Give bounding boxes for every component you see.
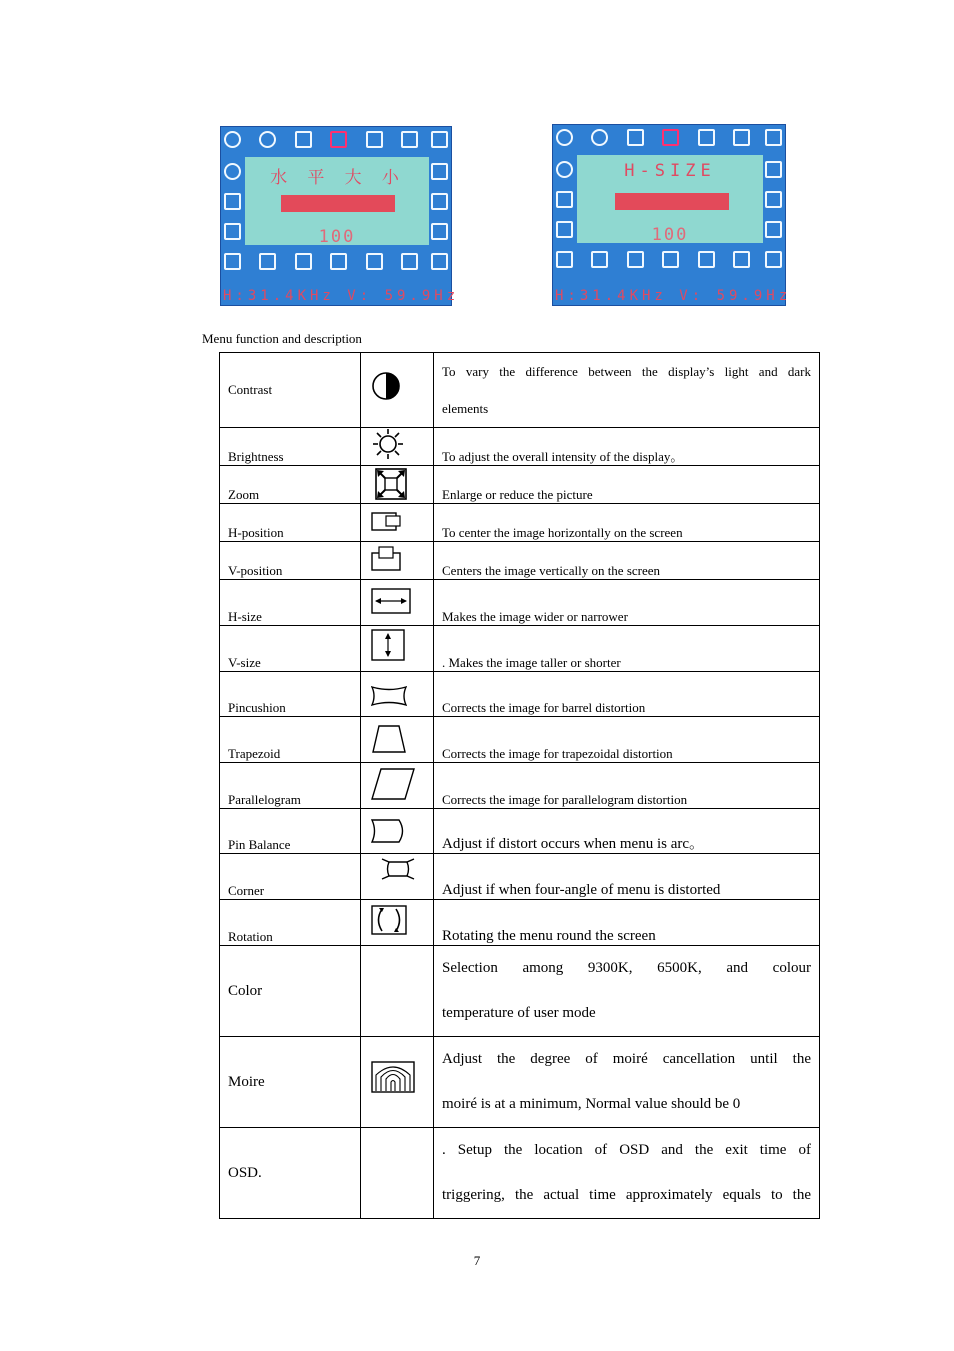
degauss-icon: [662, 251, 679, 268]
v-position-icon: [371, 545, 403, 571]
osd-icon: [556, 191, 573, 208]
osd-panel: [245, 157, 429, 245]
function-description: Adjust if when four-angle of menu is distorted: [434, 854, 820, 900]
table-row: [220, 1128, 820, 1219]
table-row: [220, 626, 820, 672]
icon-cell: [361, 809, 434, 854]
osd-frequency: H:31.4KHz V: 59.9Hz: [555, 288, 792, 304]
table-caption: Menu function and description: [202, 331, 362, 346]
icon-cell: [361, 353, 434, 428]
function-description: Centers the image vertically on the screen: [434, 542, 820, 580]
recall-icon: [224, 253, 241, 270]
icon-cell: [361, 1037, 434, 1128]
function-name: V-position: [220, 542, 361, 580]
table-row: [220, 542, 820, 580]
h-size-icon: [371, 588, 411, 614]
h-size-icon: [330, 131, 347, 148]
icon-cell: [361, 626, 434, 672]
table-row: [220, 854, 820, 900]
exit-icon: [765, 129, 782, 146]
rotation-icon: [366, 253, 383, 270]
function-name: Corner: [220, 854, 361, 900]
function-name: Parallelogram: [220, 763, 361, 809]
function-description: Enlarge or reduce the picture: [434, 466, 820, 504]
function-name: Trapezoid: [220, 717, 361, 763]
table-row: [220, 1037, 820, 1128]
function-description: Selection among 9300K, 6500K, and colour temperature of user mode: [434, 946, 820, 1037]
degauss-icon: [330, 253, 347, 270]
trapezoid-icon: [371, 725, 407, 753]
color-icon: [556, 161, 573, 178]
pincushion-icon: [765, 161, 782, 178]
function-description: To vary the difference between the display’s light and dark elements: [434, 353, 820, 428]
trapezoid-icon: [431, 193, 448, 210]
function-description: Makes the image wider or narrower: [434, 580, 820, 626]
zoom-icon: [627, 129, 644, 146]
icon-cell: [361, 466, 434, 504]
v-size-icon: [371, 629, 405, 661]
pin-balance-icon: [765, 251, 782, 268]
osd-screenshot-chinese: [220, 126, 460, 306]
language-icon: [556, 221, 573, 238]
function-name: Moire: [220, 1037, 361, 1128]
language-icon: [224, 223, 241, 240]
osd-frequency: H:31.4KHz V: 59.9Hz: [223, 288, 460, 304]
icon-cell: [361, 717, 434, 763]
v-position-icon: [591, 251, 608, 268]
contrast-icon: [371, 371, 401, 401]
icon-cell: [361, 763, 434, 809]
v-size-icon: [733, 129, 750, 146]
osd-screenshot-english: [552, 124, 792, 306]
function-name: Brightness: [220, 428, 361, 466]
color-icon: [224, 163, 241, 180]
function-name: H-position: [220, 504, 361, 542]
table-row: [220, 672, 820, 717]
icon-cell: [361, 672, 434, 717]
osd-title: 水 平 大 小: [270, 168, 404, 188]
function-description: Rotating the menu round the screen: [434, 900, 820, 946]
function-description: Corrects the image for barrel distortion: [434, 672, 820, 717]
table-row: [220, 809, 820, 854]
pincushion-icon: [431, 163, 448, 180]
menu-function-table: [219, 352, 820, 1219]
function-name: Color: [220, 946, 361, 1037]
function-description: Corrects the image for parallelogram distortion: [434, 763, 820, 809]
icon-cell: [361, 900, 434, 946]
contrast-icon: [259, 131, 276, 148]
h-position-icon: [366, 131, 383, 148]
icon-cell: [361, 542, 434, 580]
table-row: [220, 504, 820, 542]
zoom-icon: [295, 131, 312, 148]
icon-cell: [361, 1128, 434, 1219]
table-row: [220, 580, 820, 626]
h-position-icon: [698, 129, 715, 146]
icon-cell: [361, 504, 434, 542]
icon-cell: [361, 580, 434, 626]
function-name: Zoom: [220, 466, 361, 504]
icon-cell: [361, 428, 434, 466]
icon-cell: [361, 854, 434, 900]
table-row: [220, 466, 820, 504]
moire-icon: [371, 1061, 415, 1093]
pin-balance-icon: [431, 253, 448, 270]
function-name: H-size: [220, 580, 361, 626]
moire-icon: [627, 251, 644, 268]
recall-icon: [556, 251, 573, 268]
function-name: Pin Balance: [220, 809, 361, 854]
page-number: 7: [473, 1253, 481, 1268]
function-name: V-size: [220, 626, 361, 672]
h-size-icon: [662, 129, 679, 146]
osd-value: 100: [318, 227, 356, 247]
function-description: . Setup the location of OSD and the exit time of triggering, the actual time approximately equals to the: [434, 1128, 820, 1219]
function-name: Pincushion: [220, 672, 361, 717]
zoom-icon: [375, 468, 407, 500]
function-description: To center the image horizontally on the screen: [434, 504, 820, 542]
function-name: OSD.: [220, 1128, 361, 1219]
table-row: [220, 353, 820, 428]
icon-cell: [361, 946, 434, 1037]
function-description: Corrects the image for trapezoidal distortion: [434, 717, 820, 763]
brightness-icon: [371, 428, 405, 460]
function-description: Adjust if distort occurs when menu is arc。: [434, 809, 820, 854]
trapezoid-icon: [765, 191, 782, 208]
v-position-icon: [259, 253, 276, 270]
table-row: [220, 428, 820, 466]
osd-icon: [224, 193, 241, 210]
pin-balance-icon: [371, 819, 407, 843]
parallelogram-icon: [765, 221, 782, 238]
osd-slider-bar: [281, 195, 395, 212]
osd-panel: [577, 155, 763, 243]
exit-icon: [431, 131, 448, 148]
rotation-icon: [371, 905, 407, 935]
parallelogram-icon: [371, 768, 415, 800]
function-description: . Makes the image taller or shorter: [434, 626, 820, 672]
brightness-icon: [556, 129, 573, 146]
moire-icon: [295, 253, 312, 270]
function-name: Rotation: [220, 900, 361, 946]
pincushion-icon: [371, 686, 407, 706]
table-row: [220, 717, 820, 763]
function-name: Contrast: [220, 353, 361, 428]
function-description: To adjust the overall intensity of the display。: [434, 428, 820, 466]
table-row: [220, 946, 820, 1037]
parallelogram-icon: [431, 223, 448, 240]
corner-icon: [401, 253, 418, 270]
osd-slider-bar: [615, 193, 729, 210]
brightness-icon: [224, 131, 241, 148]
contrast-icon: [591, 129, 608, 146]
table-row: [220, 900, 820, 946]
osd-title: H-SIZE: [624, 161, 716, 181]
table-row: [220, 763, 820, 809]
corner-icon: [381, 858, 415, 880]
corner-icon: [733, 251, 750, 268]
h-position-icon: [371, 510, 405, 532]
rotation-icon: [698, 251, 715, 268]
v-size-icon: [401, 131, 418, 148]
function-description: Adjust the degree of moiré cancellation until the moiré is at a minimum, Normal value should be 0: [434, 1037, 820, 1128]
osd-value: 100: [651, 225, 689, 245]
